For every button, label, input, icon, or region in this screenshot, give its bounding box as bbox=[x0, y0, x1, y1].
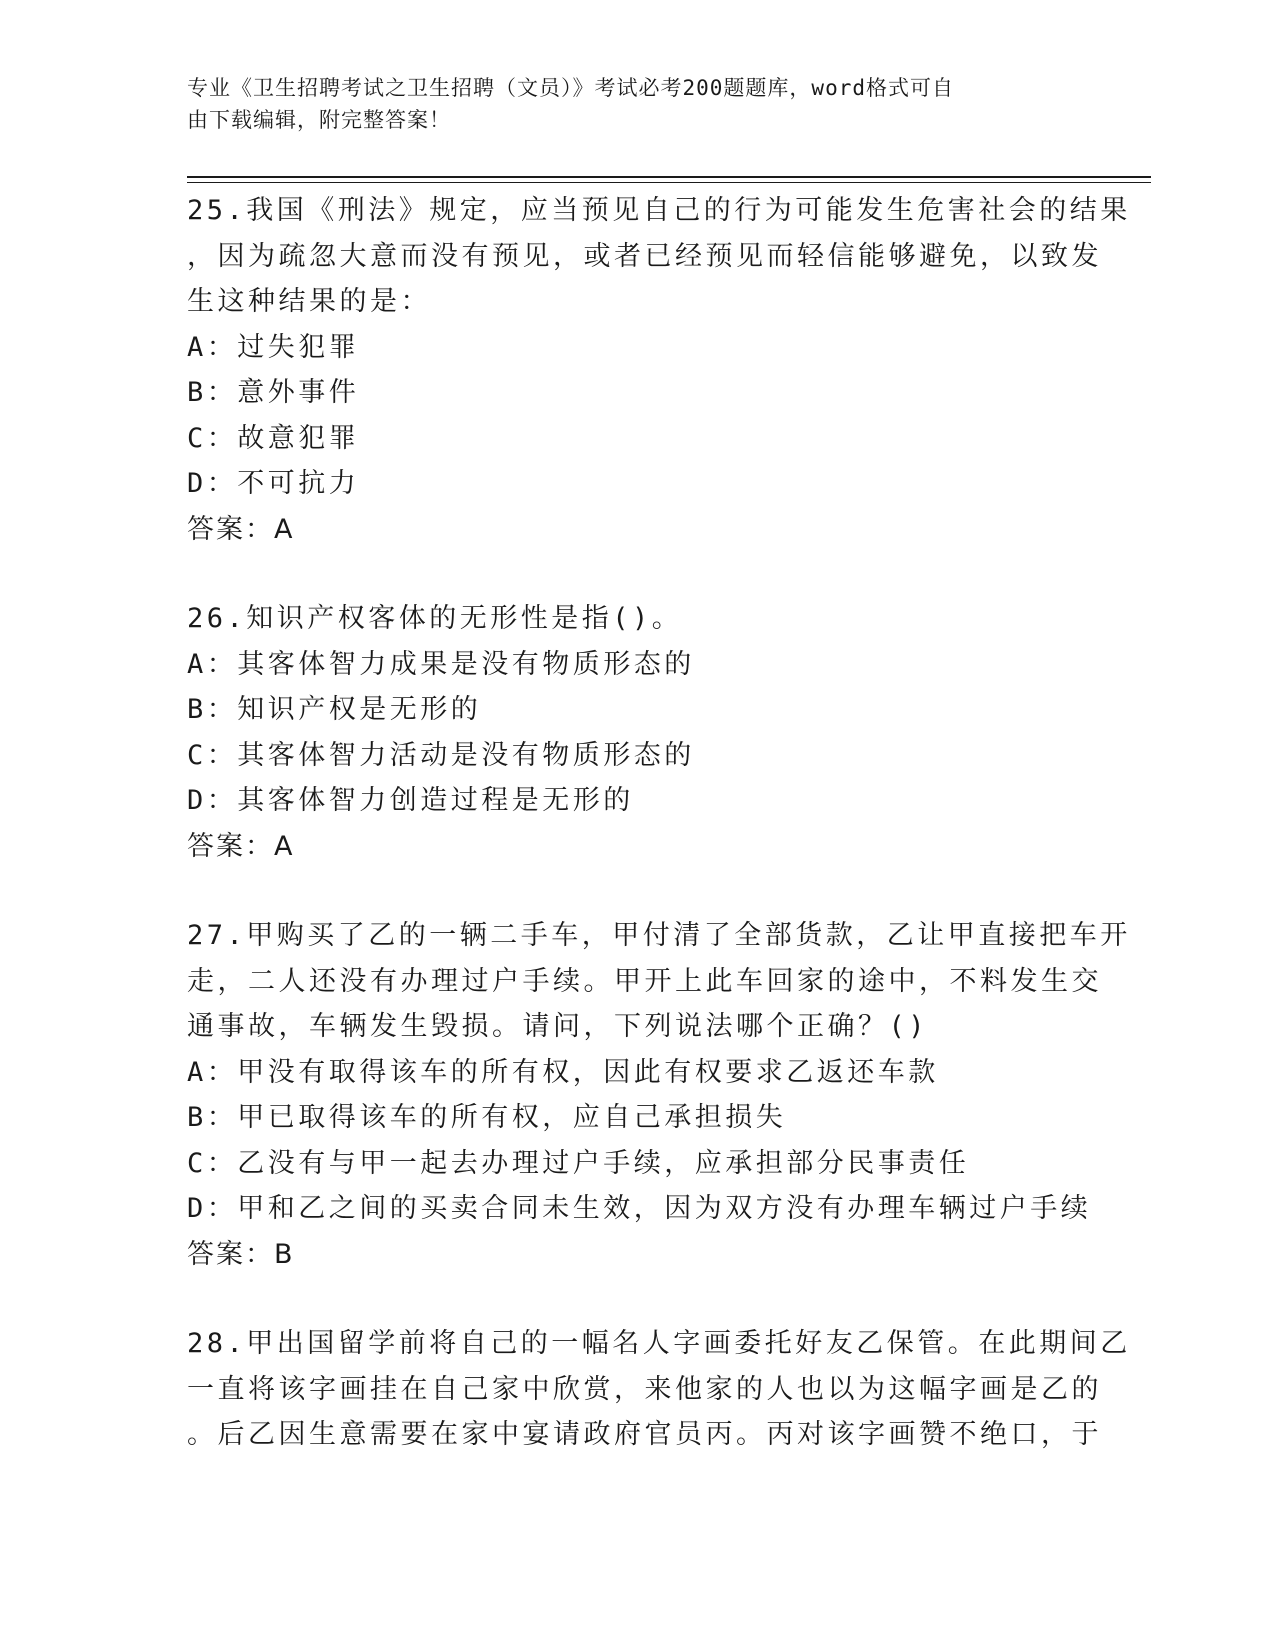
header-divider-thick bbox=[187, 176, 1151, 178]
option-b: B：甲已取得该车的所有权，应自己承担损失 bbox=[187, 1102, 787, 1133]
question-stem-line: ，因为疏忽大意而没有预见，或者已经预见而轻信能够避免，以致发 bbox=[187, 240, 1102, 272]
option-c: C：乙没有与甲一起去办理过户手续，应承担部分民事责任 bbox=[187, 1147, 970, 1179]
question-25 bbox=[187, 188, 1131, 552]
option-a: A：甲没有取得该车的所有权，因此有权要求乙返还车款 bbox=[187, 1056, 939, 1088]
question-stem-line: 通事故，车辆发生毁损。请问，下列说法哪个正确？() bbox=[187, 1011, 929, 1042]
option-a: A：过失犯罪 bbox=[187, 331, 360, 363]
option-a: A：其客体智力成果是没有物质形态的 bbox=[187, 648, 695, 680]
answer-line: 答案：B bbox=[187, 1238, 295, 1270]
header-line-1: 专业《卫生招聘考试之卫生招聘（文员）》考试必考200题题库，word格式可自 bbox=[187, 76, 954, 100]
option-d: D：甲和乙之间的买卖合同未生效，因为双方没有办理车辆过户手续 bbox=[187, 1193, 1092, 1224]
answer-line: 答案：A bbox=[187, 513, 295, 545]
option-d: D：其客体智力创造过程是无形的 bbox=[187, 785, 634, 816]
option-b: B：意外事件 bbox=[187, 377, 360, 408]
document-header bbox=[187, 72, 1067, 136]
question-stem-line: 走，二人还没有办理过户手续。甲开上此车回家的途中，不料发生交 bbox=[187, 965, 1102, 997]
question-stem-line: 25.我国《刑法》规定，应当预见自己的行为可能发生危害社会的结果 bbox=[187, 195, 1131, 226]
question-stem-line: 生这种结果的是： bbox=[187, 286, 431, 317]
header-line-2: 由下载编辑，附完整答案！ bbox=[187, 108, 451, 132]
option-b: B：知识产权是无形的 bbox=[187, 694, 482, 725]
question-stem-line: 一直将该字画挂在自己家中欣赏，来他家的人也以为这幅字画是乙的 bbox=[187, 1373, 1102, 1405]
question-stem-line: 27.甲购买了乙的一辆二手车，甲付清了全部货款，乙让甲直接把车开 bbox=[187, 920, 1131, 951]
question-26 bbox=[187, 596, 1087, 869]
question-stem-line: 26.知识产权客体的无形性是指()。 bbox=[187, 603, 683, 634]
answer-line: 答案：A bbox=[187, 830, 295, 862]
question-27 bbox=[187, 913, 1131, 1277]
header-divider-thin bbox=[187, 182, 1151, 183]
option-c: C：故意犯罪 bbox=[187, 422, 360, 454]
option-c: C：其客体智力活动是没有物质形态的 bbox=[187, 739, 695, 771]
question-stem-line: 28.甲出国留学前将自己的一幅名人字画委托好友乙保管。在此期间乙 bbox=[187, 1328, 1131, 1359]
question-list bbox=[187, 188, 1131, 1502]
question-28 bbox=[187, 1321, 1131, 1458]
option-d: D：不可抗力 bbox=[187, 468, 360, 499]
question-stem-line: 。后乙因生意需要在家中宴请政府官员丙。丙对该字画赞不绝口，于 bbox=[187, 1419, 1102, 1450]
